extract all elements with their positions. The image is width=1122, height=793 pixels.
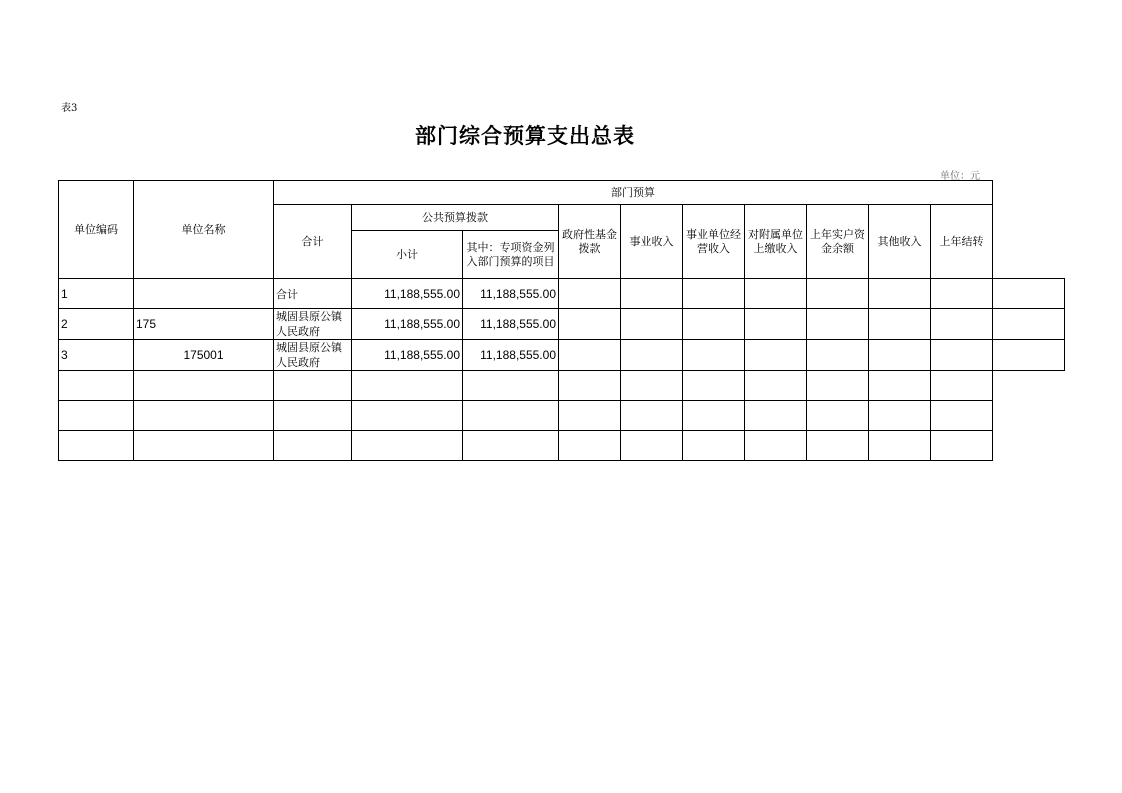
unit-label: 单位：元 [940,171,980,182]
row-code: 175001 [134,340,274,371]
row-subtotal: 11,188,555.00 [352,309,463,340]
empty-row [59,431,1065,461]
header-operating-income: 事业单位经营收入 [683,205,745,279]
row-code: 175 [134,309,274,340]
header-affiliated-income: 对附属单位上缴收入 [745,205,807,279]
empty-row [59,401,1065,431]
table-row [59,309,1065,340]
row-special: 11,188,555.00 [463,309,559,340]
header-subtotal: 小计 [352,231,463,279]
empty-row [59,371,1065,401]
row-name: 合计 [274,279,352,309]
row-name: 城固县原公镇人民政府 [274,340,352,371]
header-other-income: 其他收入 [869,205,931,279]
row-special: 11,188,555.00 [463,340,559,371]
row-subtotal: 11,188,555.00 [352,340,463,371]
header-gov-fund: 政府性基金拨款 [559,205,621,279]
table-row [59,340,1065,371]
row-index: 3 [59,340,134,371]
header-code: 单位编码 [59,181,134,279]
row-code [134,279,274,309]
row-subtotal: 11,188,555.00 [352,279,463,309]
header-business-income: 事业收入 [621,205,683,279]
header-dept-budget: 部门预算 [274,181,993,205]
header-public-budget: 公共预算拨款 [352,205,559,231]
row-index: 2 [59,309,134,340]
header-prev-balance: 上年实户资金余额 [807,205,869,279]
page-title: 部门综合预算支出总表 [415,124,635,148]
table-label: 表3 [61,103,78,114]
row-name: 城固县原公镇人民政府 [274,309,352,340]
row-index: 1 [59,279,134,309]
header-special-funds: 其中：专项资金列入部门预算的项目 [463,231,559,279]
header-total: 合计 [274,205,352,279]
table-row [59,279,1065,309]
header-name: 单位名称 [134,181,274,279]
budget-table [58,180,1065,461]
row-special: 11,188,555.00 [463,279,559,309]
header-prev-carryover: 上年结转 [931,205,993,279]
